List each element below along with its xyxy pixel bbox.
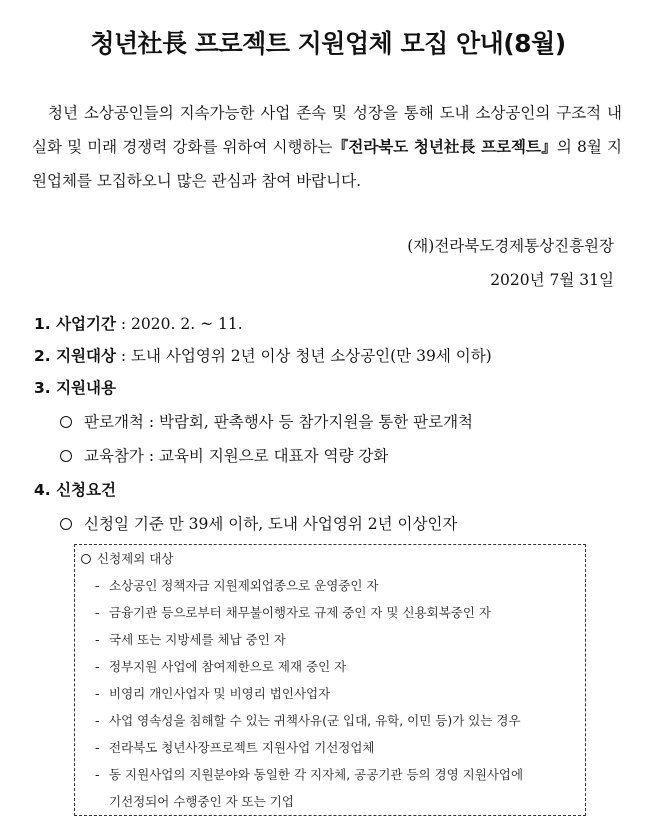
content-item-sales-text: 판로개척 : 박람회, 판촉행사 등 참가지원을 통한 판로개척	[84, 413, 474, 431]
circle-bullet-icon	[60, 416, 72, 428]
content-item-sales	[60, 410, 473, 432]
section-requirements-head: 4. 신청요건	[34, 481, 116, 499]
exclusions-head-text: 신청제외 대상	[97, 551, 174, 566]
list-item: - 비영리 개인사업자 및 비영리 법인사업자	[95, 686, 331, 701]
section-period	[34, 312, 243, 334]
section-requirements	[34, 478, 116, 500]
content-item-education-text: 교육참가 : 교육비 지원으로 대표자 역량 강화	[84, 447, 389, 465]
circle-bullet-icon	[60, 450, 72, 462]
section-content-head: 3. 지원내용	[34, 379, 116, 397]
intro-paragraph	[32, 96, 622, 198]
section-target	[34, 344, 492, 366]
list-item-continuation: 기선정되어 수행중인 자 또는 기업	[109, 794, 294, 809]
section-target-head: 2. 지원대상	[34, 347, 116, 365]
content-item-education	[60, 444, 388, 466]
list-item: - 사업 영속성을 침해할 수 있는 귀책사유(군 입대, 유학, 이민 등)가 있는 경우	[95, 713, 521, 728]
exclusions-box	[74, 544, 586, 816]
requirement-item-text: 신청일 기준 만 39세 이하, 도내 사업영위 2년 이상인자	[84, 515, 458, 533]
intro-highlight: 『전라북도 청년社長 프로젝트』	[332, 137, 557, 156]
organization-name: (재)전라북도경제통상진흥원장	[407, 237, 614, 255]
section-content	[34, 376, 116, 398]
page-title: 청년社長 프로젝트 지원업체 모집 안내(8월)	[90, 29, 566, 58]
list-item: - 금융기관 등으로부터 채무불이행자로 규제 중인 자 및 신용회복중인 자	[95, 605, 491, 620]
requirement-item	[60, 512, 457, 534]
notice-date: 2020년 7월 31일	[490, 271, 614, 289]
intro-text-1: 청년 소상공인들의 지속가능한 사업 존속 및 성장을 통해 도내 소상공인의 구조적 내실화 및 미래 경쟁력 강화를 위하여 시행하는	[32, 104, 622, 156]
list-item: - 소상공인 정책자금 지원제외업종으로 운영중인 자	[95, 578, 379, 593]
section-period-value: : 2020. 2. ~ 11.	[120, 315, 243, 333]
circle-bullet-icon	[81, 554, 91, 564]
list-item: - 정부지원 사업에 참여제한으로 제재 중인 자	[95, 659, 347, 674]
list-item: - 국세 또는 지방세를 체납 중인 자	[95, 632, 286, 647]
list-item: - 전라북도 청년사장프로젝트 지원사업 기선정업체	[95, 740, 375, 755]
exclusions-head	[81, 549, 173, 567]
section-target-value: : 도내 사업영위 2년 이상 청년 소상공인(만 39세 이하)	[120, 347, 492, 365]
list-item: - 동 지원사업의 지원분야와 동일한 각 지자체, 공공기관 등의 경영 지원사업에	[95, 767, 524, 782]
circle-bullet-icon	[60, 518, 72, 530]
intro-text-2: 의 8월 지원업체를 모집하오니 많은 관심과 참여 바랍니다.	[32, 138, 622, 190]
section-period-head: 1. 사업기간	[34, 315, 116, 333]
